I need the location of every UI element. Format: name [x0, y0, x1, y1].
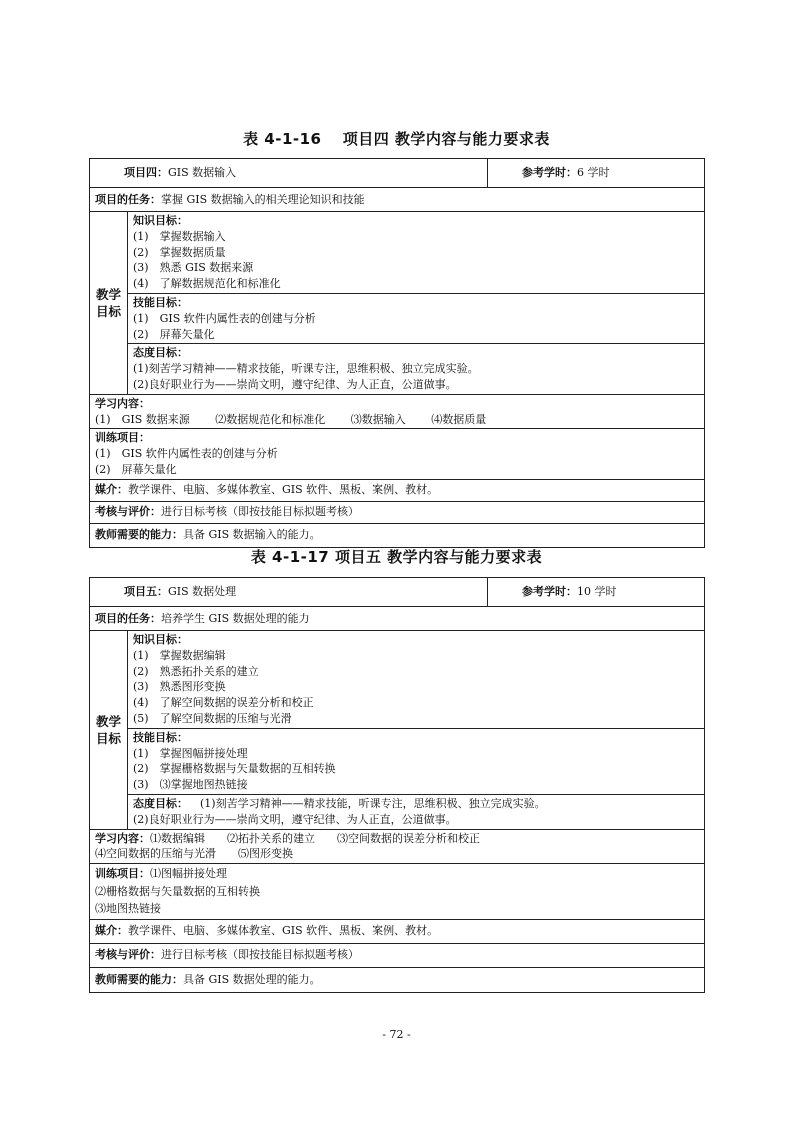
table2-media-row	[90, 919, 705, 943]
list-item: (1) GIS 软件内属性表的创建与分析	[95, 447, 278, 461]
knowledge-cell	[128, 631, 705, 729]
knowledge-label: 知识目标：	[133, 633, 188, 646]
skill-label: 技能目标：	[133, 295, 188, 309]
media-label: 媒介：	[95, 924, 128, 938]
table1-header-row	[90, 159, 705, 188]
media-label: 媒介：	[95, 483, 128, 497]
media-cell	[90, 919, 705, 943]
media-value: 教学课件、电脑、多媒体教室、GIS 软件、黑板、案例、教材。	[128, 924, 439, 938]
teacher-label: 教师需要的能力：	[95, 528, 183, 542]
teacher-value: 具备 GIS 数据处理的能力。	[183, 972, 321, 986]
content-label: 学习内容：	[95, 396, 150, 410]
knowledge-label: 知识目标：	[133, 214, 188, 227]
list-item: ⑶地图热链接	[95, 902, 161, 916]
training-label: 训练项目：	[95, 867, 150, 881]
project-label: 项目五：	[124, 585, 168, 599]
list-item: (2)良好职业行为——崇尚文明，遵守纪律、为人正直，公道做事。	[133, 377, 457, 391]
assess-cell	[90, 943, 705, 967]
list-item: ⑶数据输入	[350, 412, 406, 426]
training-cell	[90, 429, 705, 479]
table2	[89, 577, 705, 993]
goal-label-2: 目标	[95, 303, 121, 319]
media-cell	[90, 479, 705, 501]
teacher-label: 教师需要的能力：	[95, 972, 183, 986]
table1-training-row	[90, 429, 705, 479]
table1-attitude-row	[90, 344, 705, 394]
content-label: 学习内容：	[95, 831, 150, 845]
goal-side-label	[90, 212, 128, 395]
assess-value: 进行目标考核（即按技能目标拟题考核）	[161, 948, 359, 962]
list-item: (2) 屏幕矢量化	[133, 327, 215, 341]
training-cell	[90, 864, 705, 920]
table1-skill-row	[90, 293, 705, 343]
table2-attitude-row	[90, 794, 705, 829]
attitude-cell	[128, 794, 705, 829]
content-cell	[90, 394, 705, 429]
task-label: 项目的任务：	[95, 192, 161, 206]
knowledge-cell	[128, 212, 705, 294]
list-item: ⑷空间数据的压缩与光滑	[95, 847, 216, 861]
goal-label-1: 教学	[95, 286, 121, 302]
assess-label: 考核与评价：	[95, 505, 161, 519]
goal-side-label	[90, 631, 128, 830]
list-item: ⑶空间数据的误差分析和校正	[337, 831, 480, 845]
task-value: 掌握 GIS 数据输入的相关理论知识和技能	[161, 192, 365, 206]
project-value: GIS 数据输入	[168, 166, 237, 180]
table2-task-row	[90, 607, 705, 631]
list-item: (1) 掌握图幅拼接处理	[133, 746, 248, 760]
attitude-label: 态度目标：	[133, 796, 188, 810]
hours-cell	[488, 578, 705, 607]
list-item: (3) ⑶掌握地图热链接	[133, 778, 248, 792]
skill-cell	[128, 728, 705, 794]
table2-content-row	[90, 829, 705, 864]
list-item: (2) 熟悉拓扑关系的建立	[133, 664, 259, 678]
list-item: (5) 了解空间数据的压缩与光滑	[133, 711, 292, 725]
task-value: 培养学生 GIS 数据处理的能力	[161, 611, 310, 625]
assess-value: 进行目标考核（即按技能目标拟题考核）	[161, 505, 359, 519]
teacher-value: 具备 GIS 数据输入的能力。	[183, 528, 321, 542]
hours-label: 参考学时：	[522, 585, 578, 599]
list-item: ⑵栅格数据与矢量数据的互相转换	[95, 884, 260, 898]
assess-label: 考核与评价：	[95, 948, 161, 962]
skill-label: 技能目标：	[133, 730, 188, 744]
task-cell	[90, 188, 705, 212]
media-value: 教学课件、电脑、多媒体教室、GIS 软件、黑板、案例、教材。	[128, 483, 439, 497]
list-item: (3) 熟悉图形变换	[133, 680, 226, 694]
list-item: (1) GIS 软件内属性表的创建与分析	[133, 311, 316, 325]
hours-value: 6 学时	[577, 166, 610, 180]
table1-task-row	[90, 188, 705, 212]
training-label: 训练项目：	[95, 431, 150, 445]
project-cell	[90, 578, 488, 607]
goal-label-2: 目标	[95, 730, 121, 746]
hours-cell	[488, 159, 705, 188]
table2-caption: 表 4-1-17 项目五 教学内容与能力要求表	[250, 548, 543, 566]
page-number: - 72 -	[382, 1028, 411, 1041]
table2-assess-row	[90, 943, 705, 967]
project-value: GIS 数据处理	[168, 585, 237, 599]
list-item: (3) 熟悉 GIS 数据来源	[133, 261, 254, 275]
table1	[89, 158, 705, 548]
goal-label-1: 教学	[95, 713, 121, 729]
list-item: (2)良好职业行为——崇尚文明，遵守纪律、为人正直，公道做事。	[133, 812, 457, 826]
assess-cell	[90, 501, 705, 523]
table1-assess-row	[90, 501, 705, 523]
table1-teacher-row	[90, 523, 705, 547]
list-item: (4) 了解空间数据的误差分析和校正	[133, 696, 314, 710]
teacher-cell	[90, 523, 705, 547]
list-item: (2) 掌握数据质量	[133, 245, 226, 259]
list-item: ⑸图形变换	[238, 847, 293, 861]
list-item: (1)刻苦学习精神——精求技能，听课专注，思维积极、独立完成实验。	[200, 796, 546, 810]
table2-header-row	[90, 578, 705, 607]
attitude-cell	[128, 344, 705, 394]
content-cell	[90, 829, 705, 864]
list-item: (1)刻苦学习精神——精求技能，听课专注，思维积极、独立完成实验。	[133, 362, 479, 376]
list-item: ⑴数据编辑	[150, 831, 205, 845]
list-item: (1) GIS 数据来源	[95, 412, 190, 426]
table1-content-row	[90, 394, 705, 429]
attitude-label: 态度目标：	[133, 346, 188, 360]
table1-caption: 表 4-1-16 项目四 教学内容与能力要求表	[243, 130, 550, 148]
list-item: ⑴图幅拼接处理	[150, 867, 227, 881]
task-label: 项目的任务：	[95, 611, 161, 625]
list-item: (2) 屏幕矢量化	[95, 462, 177, 476]
list-item: ⑵拓扑关系的建立	[227, 831, 315, 845]
project-cell	[90, 159, 488, 188]
table2-knowledge-row	[90, 631, 705, 729]
table1-media-row	[90, 479, 705, 501]
skill-cell	[128, 293, 705, 343]
table2-training-row	[90, 864, 705, 920]
table2-skill-row	[90, 728, 705, 794]
list-item: ⑵数据规范化和标准化	[215, 412, 326, 426]
task-cell	[90, 607, 705, 631]
list-item: (2) 掌握栅格数据与矢量数据的互相转换	[133, 762, 336, 776]
list-item: (1) 掌握数据输入	[133, 229, 226, 243]
list-item: (1) 掌握数据编辑	[133, 648, 226, 662]
list-item: ⑷数据质量	[431, 412, 487, 426]
hours-value: 10 学时	[577, 585, 617, 599]
list-item: (4) 了解数据规范化和标准化	[133, 277, 281, 291]
table1-knowledge-row	[90, 212, 705, 294]
hours-label: 参考学时：	[522, 166, 578, 180]
teacher-cell	[90, 967, 705, 992]
table2-teacher-row	[90, 967, 705, 992]
project-label: 项目四：	[124, 166, 168, 180]
